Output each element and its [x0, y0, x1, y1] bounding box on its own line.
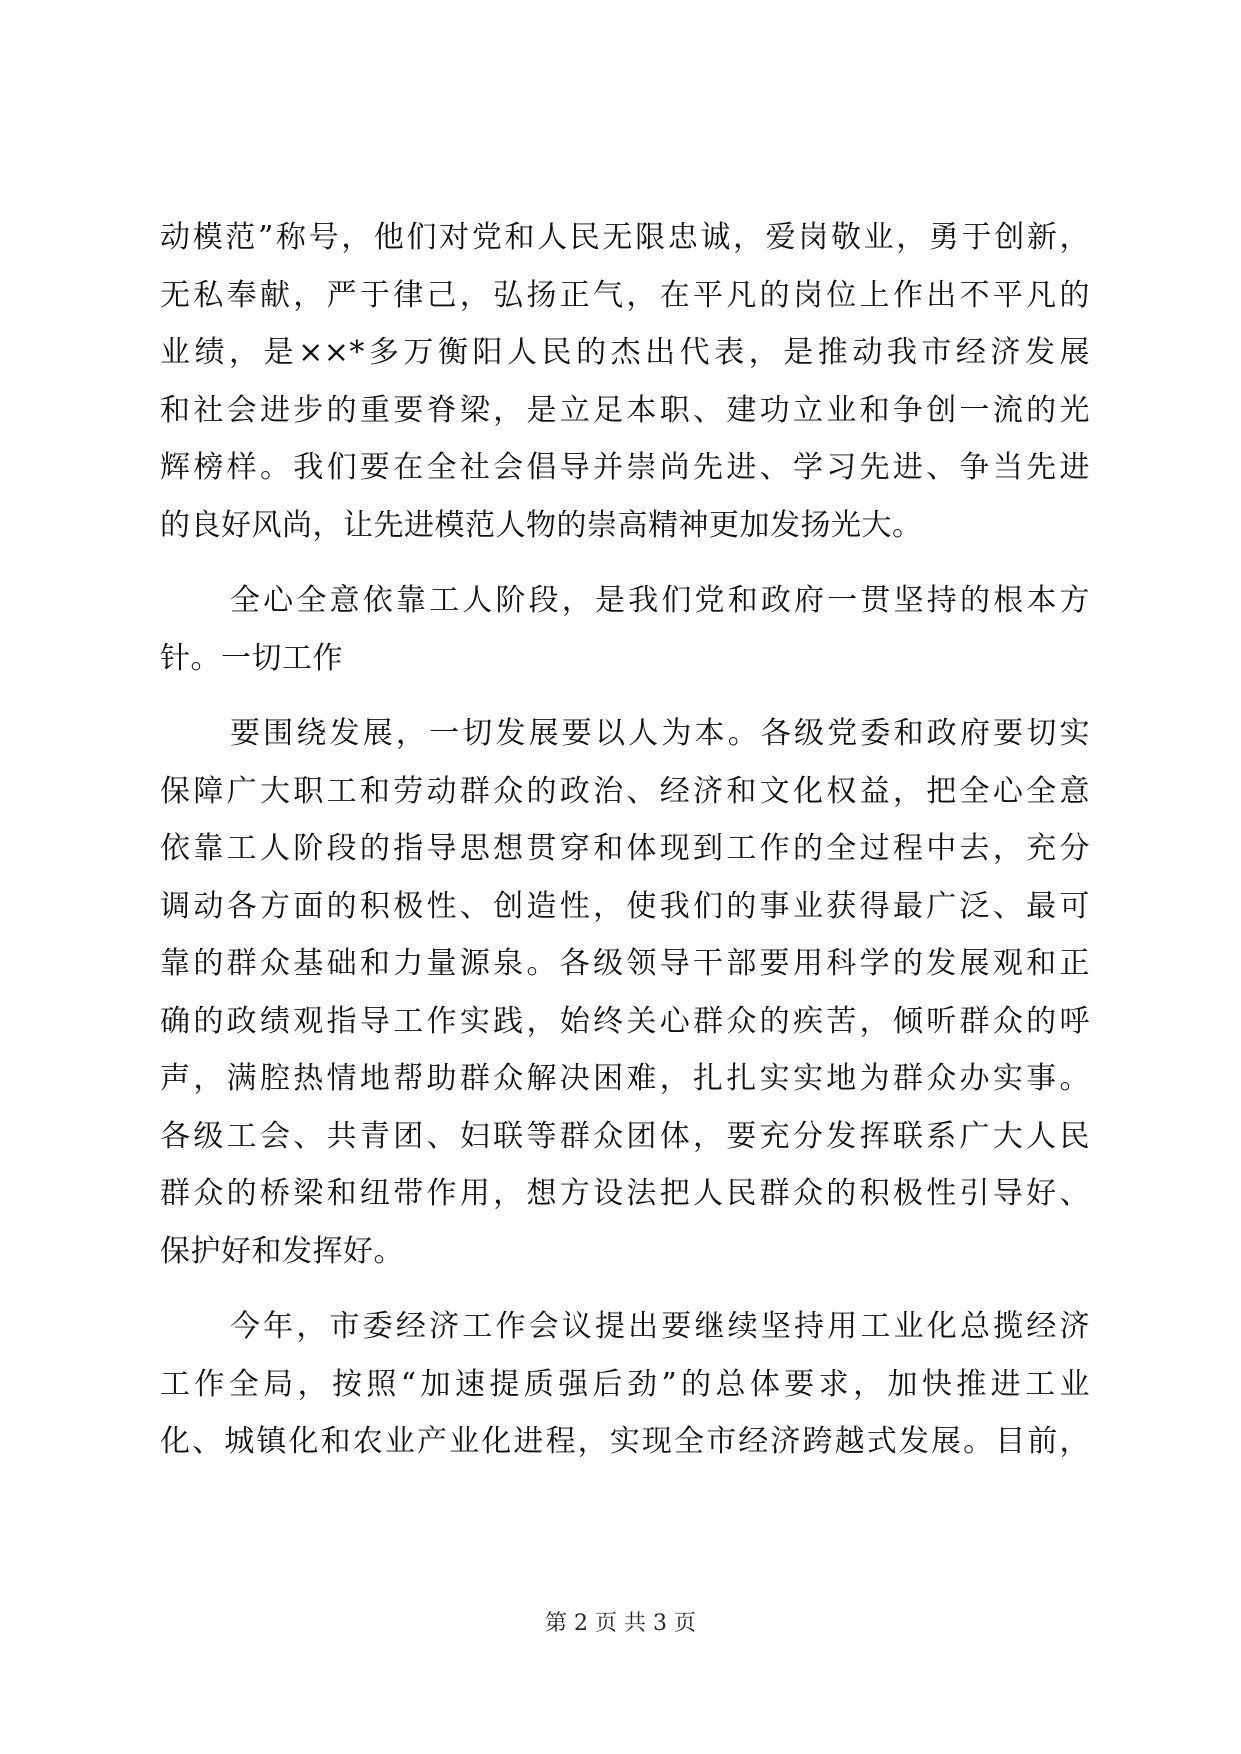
document-body	[160, 209, 1090, 1471]
text-line: 辉榜样。我们要在全社会倡导并崇尚先进、学习先进、争当先进	[160, 450, 1090, 485]
text-line: 确的政绩观指导工作实践，始终关心群众的疾苦，倾听群众的呼	[160, 1003, 1090, 1039]
page-footer: 第 2 页 共 3 页	[545, 1611, 696, 1636]
text-line: 靠的群众基础和力量源泉。各级领导干部要用科学的发展观和正	[160, 946, 1090, 981]
text-line: 群众的桥梁和纽带作用，想方设法把人民群众的积极性引导好、	[160, 1176, 1090, 1211]
text-line: 调动各方面的积极性、创造性，使我们的事业获得最广泛、最可	[160, 888, 1090, 924]
text-line: 和社会进步的重要脊梁，是立足本职、建功立业和争创一流的光	[160, 392, 1090, 428]
text-line: 保障广大职工和劳动群众的政治、经济和文化权益，把全心全意	[160, 773, 1090, 809]
text-line: 工作全局，按照“加速提质强后劲”的总体要求，加快推进工业	[160, 1366, 1090, 1402]
text-line: 化、城镇化和农业产业化进程，实现全市经济跨越式发展。目前，	[160, 1424, 1090, 1459]
text-line: 依靠工人阶段的指导思想贯穿和体现到工作的全过程中去，充分	[160, 831, 1090, 866]
text-line: 保护好和发挥好。	[160, 1233, 404, 1269]
text-line: 动模范”称号，他们对党和人民无限忠诚，爱岗敬业，勇于创新，	[160, 220, 1090, 255]
text-line: 针。一切工作	[160, 640, 343, 676]
text-line: 各级工会、共青团、妇联等群众团体，要充分发挥联系广大人民	[160, 1118, 1090, 1154]
text-line: 的良好风尚，让先进模范人物的崇高精神更加发扬光大。	[160, 507, 923, 543]
text-line: 业绩，是××*多万衡阳人民的杰出代表，是推动我市经济发展	[160, 335, 1090, 370]
paragraph-start-line: 全心全意依靠工人阶段，是我们党和政府一贯坚持的根本方	[230, 583, 1090, 618]
text-line: 声，满腔热情地帮助群众解决困难，扎扎实实地为群众办实事。	[160, 1061, 1090, 1096]
paragraph-start-line: 今年，市委经济工作会议提出要继续坚持用工业化总揽经济	[230, 1309, 1090, 1344]
text-line: 无私奉献，严于律己，弘扬正气，在平凡的岗位上作出不平凡的	[160, 277, 1090, 313]
paragraph-start-line: 要围绕发展，一切发展要以人为本。各级党委和政府要切实	[230, 716, 1090, 751]
